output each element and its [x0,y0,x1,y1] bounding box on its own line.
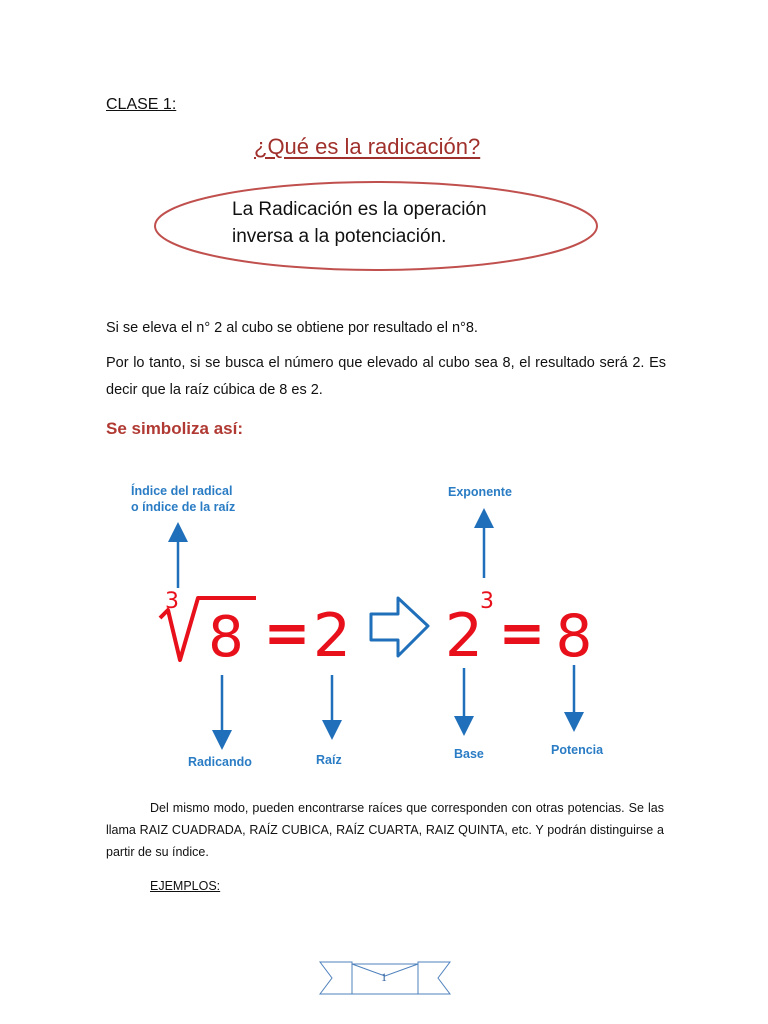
body-paragraph: Del mismo modo, pueden encontrarse raíces que corresponden con otras potencias. Se las llama RAIZ CUADRADA, RAÍZ CUBICA, RAÍZ CUARTA, RAIZ QUINTA, etc. Y podrán distinguirse a partir de su índice. [106,801,664,859]
formula-root: 2 [312,601,352,671]
label-indice-line-1: Índice del radical [131,484,233,498]
definition-line-2: inversa a la potenciación. [232,226,447,246]
formula-equals-1: = [263,601,311,666]
label-radicando: Radicando [188,755,252,769]
formula-base: 2 [444,601,484,671]
label-indice-line-2: o índice de la raíz [131,500,236,514]
definition-line-1: La Radicación es la operación [232,199,487,220]
definition-text [232,196,552,246]
paragraph-2: Por lo tanto, si se busca el número que elevado al cubo sea 8, el resultado será 2. Es decir que la raíz cúbica de 8 es 2. [106,355,666,398]
label-potencia: Potencia [551,743,604,757]
page-number: 1 [381,970,387,984]
formula-equals-2: = [498,601,546,666]
subtitle: Se simboliza así: [106,419,243,438]
label-exponente: Exponente [448,485,512,499]
page-title: ¿Qué es la radicación? [254,134,481,159]
formula-index: 3 [165,589,179,614]
examples-heading: EJEMPLOS: [150,879,221,893]
formula-power: 8 [555,602,593,670]
section-heading: CLASE 1: [106,96,177,113]
paragraph-1: Si se eleva el n° 2 al cubo se obtiene por resultado el n°8. [106,320,478,336]
formula-exponent: 3 [480,589,494,614]
formula-radicand: 8 [208,605,244,670]
label-base: Base [454,747,484,761]
implies-arrow-icon [371,598,428,656]
label-raiz: Raíz [316,753,342,767]
radication-diagram [0,460,768,780]
